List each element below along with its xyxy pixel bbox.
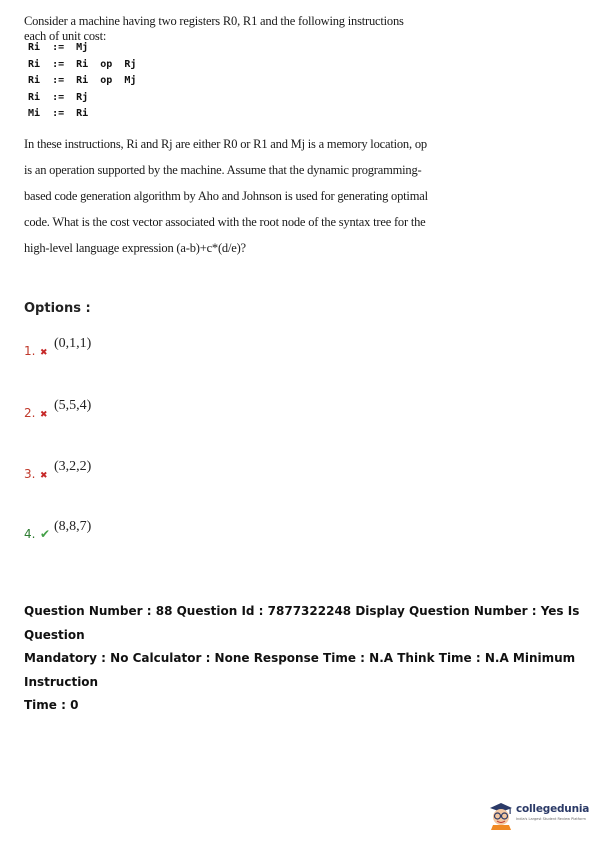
option-2[interactable] bbox=[24, 400, 91, 420]
option-value: (5,5,4) bbox=[54, 398, 92, 413]
paragraph-line: In these instructions, Ri and Rj are either R0 or R1 and Mj is a memory location, op bbox=[24, 137, 427, 151]
instruction-line: Ri := Ri op Mj bbox=[28, 75, 137, 86]
paragraph-line: is an operation supported by the machine. Assume that the dynamic programming- bbox=[24, 163, 422, 177]
option-number: 2. bbox=[24, 406, 36, 420]
instruction-line: Ri := Ri op Rj bbox=[28, 58, 137, 70]
graduate-mascot-icon bbox=[488, 800, 514, 830]
option-1[interactable] bbox=[24, 338, 91, 358]
cross-icon: ✖ bbox=[40, 410, 48, 420]
option-value: (8,8,7) bbox=[54, 519, 92, 534]
instruction-list bbox=[28, 40, 136, 123]
instruction-line: Ri := Mj bbox=[28, 42, 89, 53]
question-metadata bbox=[24, 600, 584, 718]
option-number: 1. bbox=[24, 344, 36, 358]
brand-logo-block bbox=[488, 800, 588, 830]
paragraph-line: based code generation algorithm by Aho and Johnson is used for generating optimal bbox=[24, 189, 428, 203]
cross-icon: ✖ bbox=[40, 471, 48, 481]
option-4[interactable] bbox=[24, 521, 91, 541]
option-number: 4. bbox=[24, 527, 36, 541]
option-value: (0,1,1) bbox=[54, 336, 92, 351]
metadata-line: Mandatory : No Calculator : None Response Time : N.A Think Time : N.A Minimum Instruction bbox=[24, 651, 576, 689]
option-value: (3,2,2) bbox=[54, 459, 92, 474]
brand-tagline: India's Largest Student Review Platform bbox=[516, 817, 586, 821]
paragraph-line: code. What is the cost vector associated with the root node of the syntax tree for the bbox=[24, 215, 426, 229]
check-icon: ✔ bbox=[40, 527, 51, 541]
paragraph-line: high-level language expression (a-b)+c*(d/e)? bbox=[24, 241, 246, 255]
instruction-line: Ri := Rj bbox=[28, 91, 89, 103]
option-number: 3. bbox=[24, 467, 36, 481]
cross-icon: ✖ bbox=[40, 348, 48, 358]
question-paragraph bbox=[24, 136, 428, 266]
metadata-line: Time : 0 bbox=[24, 698, 79, 712]
option-3[interactable] bbox=[24, 461, 91, 481]
options-heading: Options : bbox=[24, 301, 91, 316]
question-intro: Consider a machine having two registers R0, R1 and the following instructions each of unit cost: bbox=[24, 14, 404, 43]
brand-name: collegedunia bbox=[516, 803, 590, 815]
instruction-line: Mi := Ri bbox=[28, 108, 89, 119]
metadata-line: Question Number : 88 Question Id : 7877322248 Display Question Number : Yes Is Question bbox=[24, 604, 580, 642]
